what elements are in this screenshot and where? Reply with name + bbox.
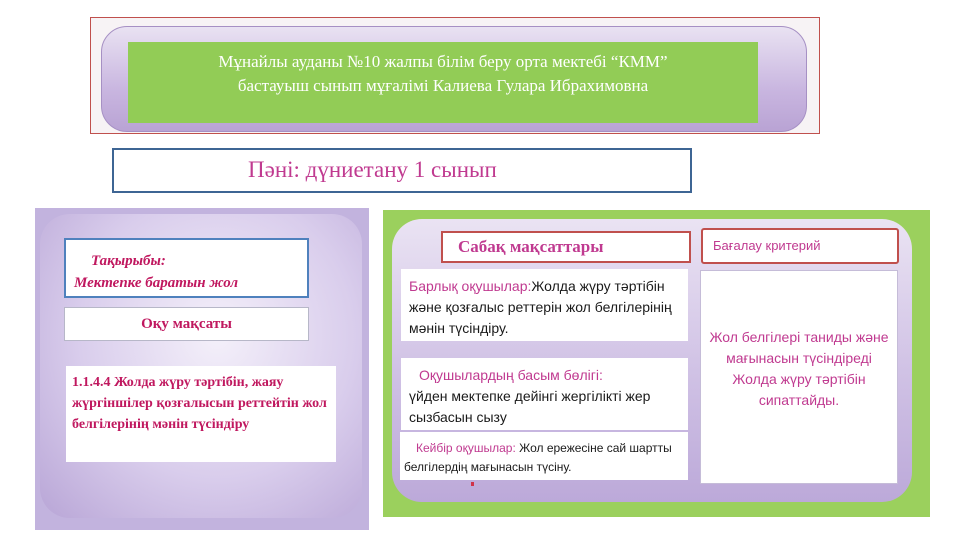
some-students-box [400,432,688,480]
all-students-text: Жолда жүру тәртібін және қозғалыс реттерін жол белгілерінің мәнін түсіндіру. [409,278,672,336]
all-students-label: Барлық оқушылар: [409,278,532,294]
some-students-text: Жол ережесіне сай шартты белгілердің мағынасын түсіну. [404,441,672,474]
some-students-label: Кейбір оқушылар: [416,441,516,455]
criteria-item-2: Жолда жүру тәртібін сипаттайды. [732,371,866,408]
learning-goal-label: Оқу мақсаты [64,307,309,341]
teacher-line: бастауыш сынып мұғалімі Калиева Гулара Ибрахимовна [237,76,649,95]
topic-title: Тақырыбы: [91,253,166,269]
subject-title: Пәні: дүниетану 1 сынып [112,148,692,193]
most-students-text: үйден мектепке дейінгі жергілікті жер сызбасын сызу [409,388,651,425]
topic-box [64,238,309,298]
red-dot [471,482,474,486]
school-line: Мұнайлы ауданы №10 жалпы білім беру орта мектебі “КММ” [218,52,668,71]
assessment-criteria-box [700,270,898,484]
topic-value: Мектепке баратын жол [74,275,239,291]
criteria-item-1: Жол белгілері таниды және мағынасын түсіндіреді [709,329,889,366]
assessment-criteria-label: Бағалау критерий [701,228,899,264]
learning-goal-text: 1.1.4.4 Жолда жүру тәртібін, жаяу жүргіншілер қозғалысын реттейтін жол белгілерінің мәнін түсіндіру [66,366,336,462]
school-info-box [128,42,758,123]
most-students-box [401,358,688,430]
lesson-objectives-label: Сабақ мақсаттары [441,231,691,263]
all-students-box [401,269,688,341]
most-students-label: Оқушылардың басым бөлігі: [419,367,603,383]
